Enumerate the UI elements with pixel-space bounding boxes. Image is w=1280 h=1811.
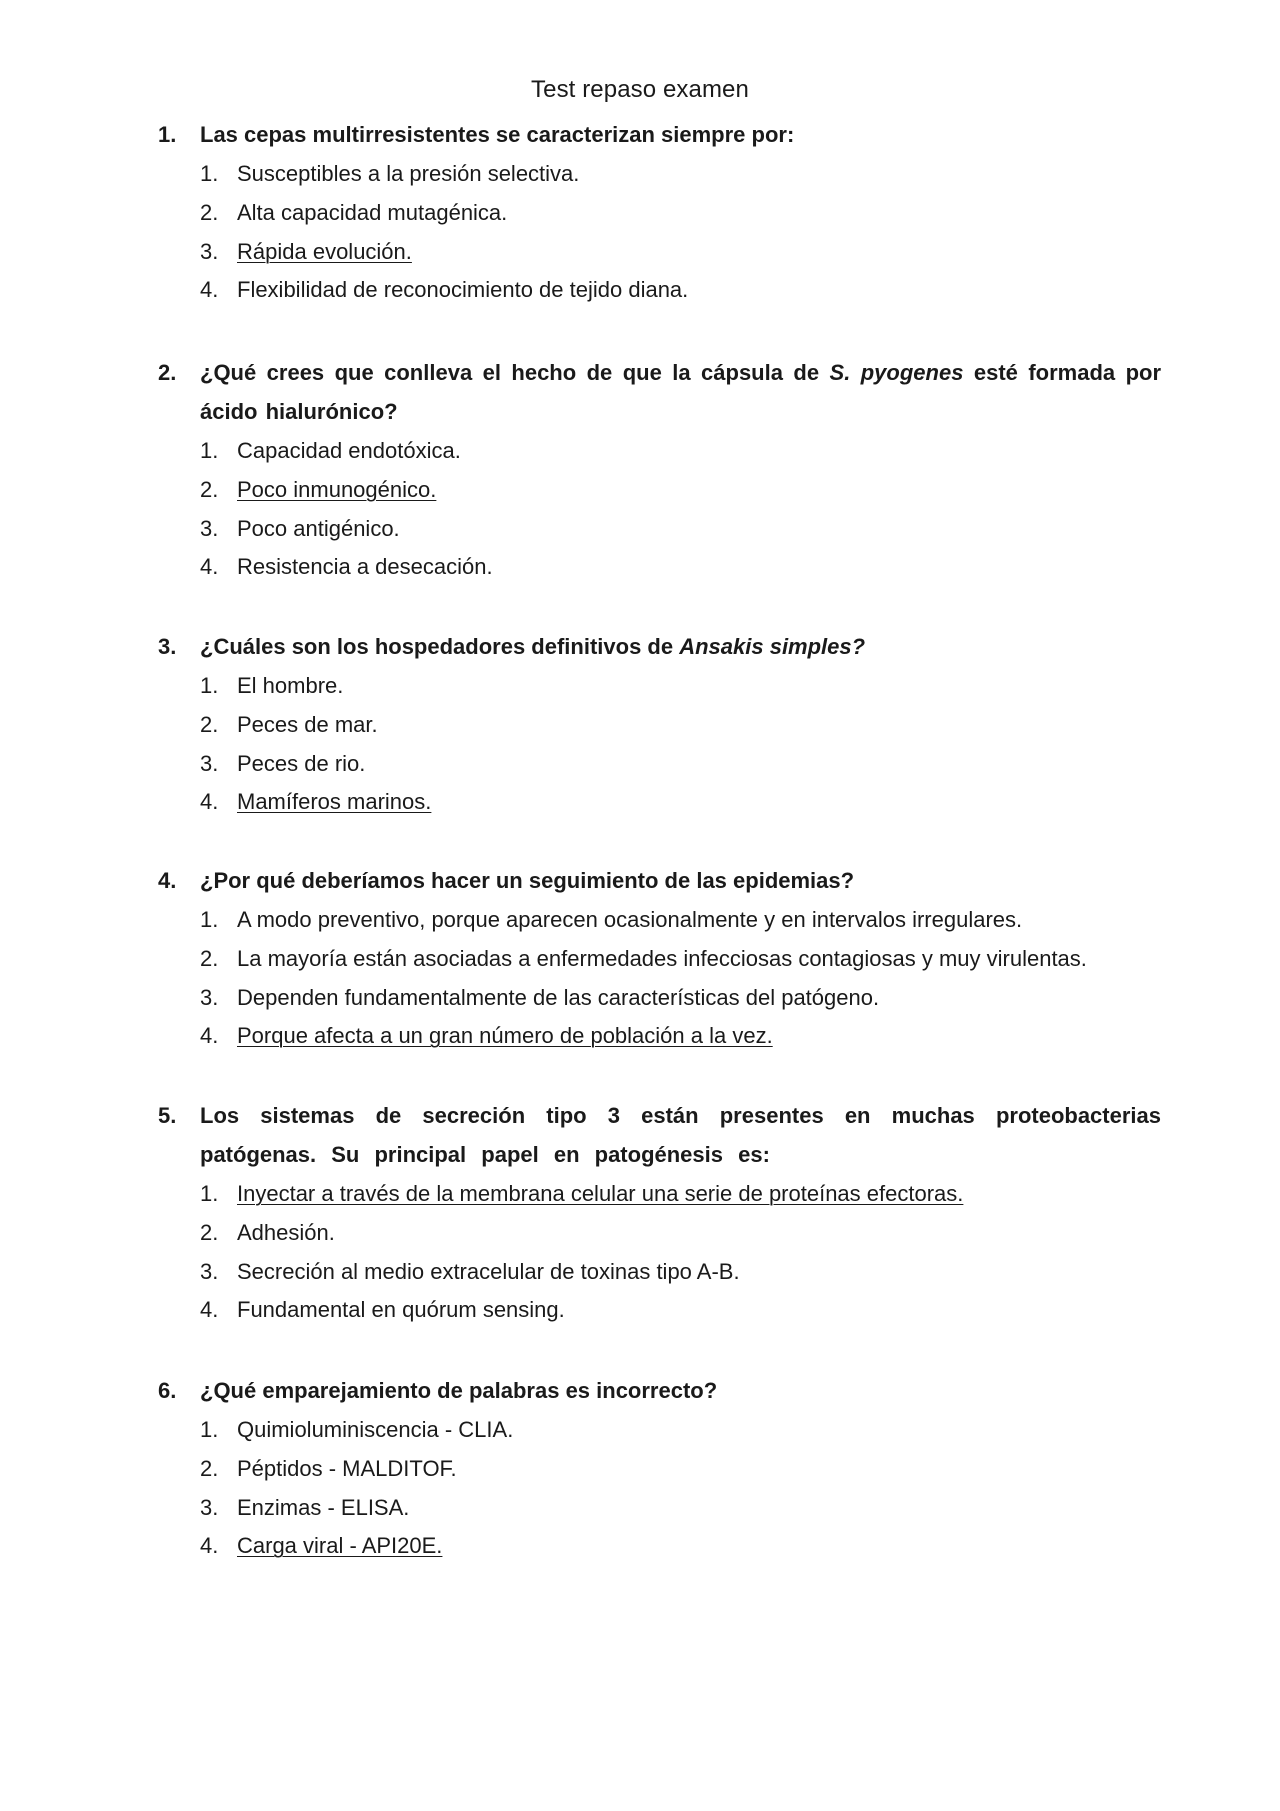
option-number: 2. xyxy=(200,1219,219,1245)
option-item xyxy=(158,1290,1161,1329)
option-text: Capacidad endotóxica. xyxy=(237,438,461,463)
question-6 xyxy=(158,1371,1161,1565)
option-text: Peces de mar. xyxy=(237,711,378,737)
option-number: 1. xyxy=(200,161,219,186)
question-text-italic: S. pyogenes xyxy=(829,360,964,385)
question-header xyxy=(158,1096,1161,1174)
option-item xyxy=(158,547,1161,586)
option-item xyxy=(158,1252,1161,1291)
option-number: 1. xyxy=(200,1181,219,1206)
option-list xyxy=(158,1410,1161,1565)
question-number: 2. xyxy=(158,360,177,385)
option-number: 4. xyxy=(200,554,219,580)
option-text: Fundamental en quórum sensing. xyxy=(237,1297,565,1323)
question-text: Las cepas multirresistentes se caracterizan siempre por: xyxy=(200,122,795,147)
question-header xyxy=(158,115,1161,154)
question-header xyxy=(158,627,1161,666)
option-text: Alta capacidad mutagénica. xyxy=(237,199,508,225)
option-item xyxy=(158,1488,1161,1527)
option-number: 1. xyxy=(200,673,219,698)
option-list xyxy=(158,154,1161,309)
question-text: ¿Por qué deberíamos hacer un seguimiento de las epidemias? xyxy=(200,868,855,893)
option-list xyxy=(158,1174,1161,1329)
question-text-part: ¿Cuáles son los hospedadores definitivos de xyxy=(200,634,680,659)
question-text: ¿Qué emparejamiento de palabras es incorrecto? xyxy=(200,1378,718,1403)
question-number: 5. xyxy=(158,1103,177,1128)
question-text-part: esté formada por ácido hialurónico? xyxy=(200,360,1162,424)
option-item xyxy=(158,978,1161,1017)
option-number: 2. xyxy=(200,945,219,971)
option-text-correct: Rápida evolución. xyxy=(237,238,412,264)
question-5 xyxy=(158,1096,1161,1329)
option-number: 2. xyxy=(200,476,219,502)
question-3 xyxy=(158,627,1161,821)
question-number: 4. xyxy=(158,868,177,893)
option-item xyxy=(158,705,1161,744)
option-item xyxy=(158,232,1161,271)
question-number: 6. xyxy=(158,1378,177,1403)
option-text: La mayoría están asociadas a enfermedades infecciosas contagiosas y muy virulentas. xyxy=(237,945,1087,971)
option-item xyxy=(158,782,1161,821)
option-item xyxy=(158,1016,1161,1055)
option-item xyxy=(158,1526,1161,1565)
option-number: 2. xyxy=(200,199,219,225)
option-number: 3. xyxy=(200,1494,219,1520)
question-4 xyxy=(158,861,1161,1055)
option-number: 4. xyxy=(200,1533,219,1559)
option-text-correct: Carga viral - API20E. xyxy=(237,1533,443,1559)
option-text: Dependen fundamentalmente de las características del patógeno. xyxy=(237,984,880,1010)
question-text xyxy=(200,627,1161,666)
option-text: Secreción al medio extracelular de toxinas tipo A-B. xyxy=(237,1258,740,1284)
option-list xyxy=(158,900,1161,1055)
option-number: 4. xyxy=(200,1297,219,1323)
option-text: Péptidos - MALDITOF. xyxy=(237,1455,457,1481)
question-header xyxy=(158,861,1161,900)
option-text: A modo preventivo, porque aparecen ocasionalmente y en intervalos irregulares. xyxy=(237,907,1023,932)
option-number: 3. xyxy=(200,515,219,541)
option-item xyxy=(158,939,1161,978)
option-text-correct: Porque afecta a un gran número de población a la vez. xyxy=(237,1023,773,1049)
question-number: 1. xyxy=(158,122,177,147)
option-text-correct: Inyectar a través de la membrana celular una serie de proteínas efectoras. xyxy=(237,1181,964,1206)
question-text: Los sistemas de secreción tipo 3 están presentes en muchas proteobacterias patógenas. Su principal papel en patogénesis es: xyxy=(200,1103,1161,1167)
option-text: Enzimas - ELISA. xyxy=(237,1494,410,1520)
question-text-italic: Ansakis simples? xyxy=(679,634,866,659)
option-item xyxy=(158,193,1161,232)
option-item xyxy=(158,1410,1161,1449)
question-2 xyxy=(158,353,1161,586)
option-text: Quimioluminiscencia - CLIA. xyxy=(237,1417,514,1442)
option-number: 2. xyxy=(200,1455,219,1481)
document-title: Test repaso examen xyxy=(531,76,749,103)
option-item xyxy=(158,1449,1161,1488)
option-number: 4. xyxy=(200,1023,219,1049)
option-number: 3. xyxy=(200,750,219,776)
option-item xyxy=(158,431,1161,470)
option-text-correct: Mamíferos marinos. xyxy=(237,789,432,815)
question-header xyxy=(158,1371,1161,1410)
option-number: 3. xyxy=(200,1258,219,1284)
option-number: 4. xyxy=(200,277,219,303)
option-number: 1. xyxy=(200,1417,219,1442)
question-1 xyxy=(158,115,1161,309)
question-header xyxy=(158,353,1161,431)
option-item xyxy=(158,744,1161,783)
option-text: Flexibilidad de reconocimiento de tejido diana. xyxy=(237,277,689,303)
option-item xyxy=(158,509,1161,548)
option-item xyxy=(158,470,1161,509)
option-text-correct: Poco inmunogénico. xyxy=(237,476,437,502)
option-list xyxy=(158,431,1161,586)
option-text: El hombre. xyxy=(237,673,344,698)
option-item xyxy=(158,1213,1161,1252)
option-item xyxy=(158,900,1161,939)
option-text: Adhesión. xyxy=(237,1219,335,1245)
option-list xyxy=(158,666,1161,821)
option-item xyxy=(158,666,1161,705)
question-number: 3. xyxy=(158,634,177,659)
option-item xyxy=(158,1174,1161,1213)
option-number: 4. xyxy=(200,789,219,815)
option-text: Susceptibles a la presión selectiva. xyxy=(237,161,580,186)
option-item xyxy=(158,270,1161,309)
option-item xyxy=(158,154,1161,193)
option-number: 2. xyxy=(200,711,219,737)
option-number: 1. xyxy=(200,438,219,463)
option-text: Peces de rio. xyxy=(237,750,366,776)
option-number: 3. xyxy=(200,238,219,264)
question-text-part: ¿Qué crees que conlleva el hecho de que la cápsula de xyxy=(200,360,830,385)
question-text xyxy=(200,353,1161,431)
option-number: 1. xyxy=(200,907,219,932)
option-number: 3. xyxy=(200,984,219,1010)
option-text: Resistencia a desecación. xyxy=(237,554,493,580)
option-text: Poco antigénico. xyxy=(237,515,400,541)
